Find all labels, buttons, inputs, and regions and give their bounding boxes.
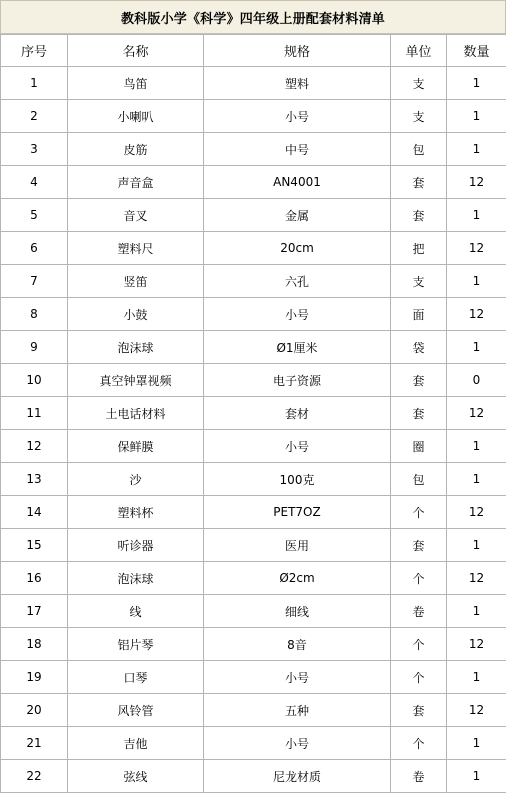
cell-unit: 套 bbox=[391, 166, 447, 199]
cell-no: 11 bbox=[1, 397, 68, 430]
cell-spec: 100克 bbox=[204, 463, 391, 496]
cell-name: 风铃管 bbox=[68, 694, 204, 727]
cell-name: 口琴 bbox=[68, 661, 204, 694]
cell-spec: 中号 bbox=[204, 133, 391, 166]
cell-spec: 六孔 bbox=[204, 265, 391, 298]
cell-qty: 12 bbox=[447, 298, 506, 331]
cell-qty: 1 bbox=[447, 133, 506, 166]
cell-no: 3 bbox=[1, 133, 68, 166]
cell-unit: 套 bbox=[391, 199, 447, 232]
header-row bbox=[1, 35, 506, 67]
cell-qty: 12 bbox=[447, 397, 506, 430]
table-row bbox=[1, 166, 506, 199]
cell-unit: 个 bbox=[391, 727, 447, 760]
cell-unit: 个 bbox=[391, 562, 447, 595]
table-row bbox=[1, 67, 506, 100]
cell-spec: 8音 bbox=[204, 628, 391, 661]
cell-spec: Ø1厘米 bbox=[204, 331, 391, 364]
cell-no: 7 bbox=[1, 265, 68, 298]
cell-no: 17 bbox=[1, 595, 68, 628]
table-row bbox=[1, 496, 506, 529]
cell-name: 保鲜膜 bbox=[68, 430, 204, 463]
cell-unit: 卷 bbox=[391, 760, 447, 793]
table-row bbox=[1, 595, 506, 628]
cell-no: 18 bbox=[1, 628, 68, 661]
cell-spec: 小号 bbox=[204, 100, 391, 133]
cell-no: 21 bbox=[1, 727, 68, 760]
cell-spec: 金属 bbox=[204, 199, 391, 232]
cell-unit: 面 bbox=[391, 298, 447, 331]
cell-no: 13 bbox=[1, 463, 68, 496]
cell-name: 沙 bbox=[68, 463, 204, 496]
cell-qty: 12 bbox=[447, 694, 506, 727]
cell-unit: 包 bbox=[391, 463, 447, 496]
cell-qty: 12 bbox=[447, 166, 506, 199]
cell-unit: 个 bbox=[391, 496, 447, 529]
cell-spec: 小号 bbox=[204, 727, 391, 760]
cell-qty: 1 bbox=[447, 430, 506, 463]
table-body bbox=[1, 67, 506, 793]
cell-no: 2 bbox=[1, 100, 68, 133]
cell-name: 皮筋 bbox=[68, 133, 204, 166]
table-row bbox=[1, 430, 506, 463]
cell-qty: 1 bbox=[447, 760, 506, 793]
cell-name: 听诊器 bbox=[68, 529, 204, 562]
cell-no: 20 bbox=[1, 694, 68, 727]
table-title: 教科版小学《科学》四年级上册配套材料清单 bbox=[0, 0, 506, 34]
cell-spec: AN4001 bbox=[204, 166, 391, 199]
cell-qty: 1 bbox=[447, 199, 506, 232]
cell-qty: 1 bbox=[447, 661, 506, 694]
cell-no: 10 bbox=[1, 364, 68, 397]
table-row bbox=[1, 727, 506, 760]
cell-name: 弦线 bbox=[68, 760, 204, 793]
cell-qty: 1 bbox=[447, 727, 506, 760]
materials-table bbox=[0, 34, 506, 793]
cell-unit: 套 bbox=[391, 397, 447, 430]
cell-unit: 包 bbox=[391, 133, 447, 166]
table-row bbox=[1, 298, 506, 331]
column-header-qty: 数量 bbox=[447, 35, 506, 67]
cell-qty: 12 bbox=[447, 232, 506, 265]
cell-no: 15 bbox=[1, 529, 68, 562]
table-row bbox=[1, 397, 506, 430]
cell-name: 泡沫球 bbox=[68, 562, 204, 595]
cell-qty: 1 bbox=[447, 463, 506, 496]
cell-no: 8 bbox=[1, 298, 68, 331]
table-row bbox=[1, 199, 506, 232]
cell-name: 真空钟罩视频 bbox=[68, 364, 204, 397]
table-row bbox=[1, 628, 506, 661]
cell-no: 14 bbox=[1, 496, 68, 529]
cell-no: 6 bbox=[1, 232, 68, 265]
cell-spec: 五种 bbox=[204, 694, 391, 727]
cell-qty: 1 bbox=[447, 595, 506, 628]
cell-qty: 1 bbox=[447, 265, 506, 298]
table-row bbox=[1, 661, 506, 694]
cell-name: 竖笛 bbox=[68, 265, 204, 298]
cell-name: 鸟笛 bbox=[68, 67, 204, 100]
table-row bbox=[1, 232, 506, 265]
table-row bbox=[1, 100, 506, 133]
table-row bbox=[1, 364, 506, 397]
cell-spec: 塑料 bbox=[204, 67, 391, 100]
cell-spec: 小号 bbox=[204, 298, 391, 331]
cell-unit: 卷 bbox=[391, 595, 447, 628]
cell-unit: 套 bbox=[391, 529, 447, 562]
cell-qty: 12 bbox=[447, 628, 506, 661]
cell-name: 小鼓 bbox=[68, 298, 204, 331]
cell-name: 塑料杯 bbox=[68, 496, 204, 529]
cell-unit: 圈 bbox=[391, 430, 447, 463]
cell-unit: 个 bbox=[391, 628, 447, 661]
table-row bbox=[1, 760, 506, 793]
cell-qty: 1 bbox=[447, 529, 506, 562]
cell-name: 线 bbox=[68, 595, 204, 628]
cell-no: 9 bbox=[1, 331, 68, 364]
cell-unit: 套 bbox=[391, 364, 447, 397]
cell-qty: 1 bbox=[447, 67, 506, 100]
cell-qty: 1 bbox=[447, 100, 506, 133]
cell-spec: 尼龙材质 bbox=[204, 760, 391, 793]
cell-spec: 细线 bbox=[204, 595, 391, 628]
cell-unit: 支 bbox=[391, 67, 447, 100]
table-row bbox=[1, 265, 506, 298]
cell-spec: 20cm bbox=[204, 232, 391, 265]
cell-qty: 12 bbox=[447, 496, 506, 529]
cell-unit: 袋 bbox=[391, 331, 447, 364]
cell-name: 土电话材料 bbox=[68, 397, 204, 430]
table-row bbox=[1, 529, 506, 562]
cell-spec: Ø2cm bbox=[204, 562, 391, 595]
cell-qty: 1 bbox=[447, 331, 506, 364]
cell-no: 12 bbox=[1, 430, 68, 463]
cell-no: 19 bbox=[1, 661, 68, 694]
cell-qty: 12 bbox=[447, 562, 506, 595]
cell-spec: 套材 bbox=[204, 397, 391, 430]
cell-unit: 支 bbox=[391, 100, 447, 133]
cell-unit: 个 bbox=[391, 661, 447, 694]
table-row bbox=[1, 562, 506, 595]
column-header-unit: 单位 bbox=[391, 35, 447, 67]
cell-name: 铝片琴 bbox=[68, 628, 204, 661]
cell-no: 16 bbox=[1, 562, 68, 595]
table-row bbox=[1, 463, 506, 496]
table-row bbox=[1, 694, 506, 727]
column-header-spec: 规格 bbox=[204, 35, 391, 67]
cell-name: 塑料尺 bbox=[68, 232, 204, 265]
cell-unit: 套 bbox=[391, 694, 447, 727]
cell-name: 声音盒 bbox=[68, 166, 204, 199]
cell-no: 1 bbox=[1, 67, 68, 100]
cell-spec: 小号 bbox=[204, 430, 391, 463]
table-row bbox=[1, 133, 506, 166]
cell-unit: 把 bbox=[391, 232, 447, 265]
cell-no: 22 bbox=[1, 760, 68, 793]
cell-name: 吉他 bbox=[68, 727, 204, 760]
cell-no: 5 bbox=[1, 199, 68, 232]
cell-name: 音叉 bbox=[68, 199, 204, 232]
column-header-name: 名称 bbox=[68, 35, 204, 67]
cell-name: 小喇叭 bbox=[68, 100, 204, 133]
table-row bbox=[1, 331, 506, 364]
cell-spec: 电子资源 bbox=[204, 364, 391, 397]
cell-unit: 支 bbox=[391, 265, 447, 298]
cell-no: 4 bbox=[1, 166, 68, 199]
cell-spec: PET7OZ bbox=[204, 496, 391, 529]
cell-name: 泡沫球 bbox=[68, 331, 204, 364]
cell-spec: 小号 bbox=[204, 661, 391, 694]
column-header-no: 序号 bbox=[1, 35, 68, 67]
cell-qty: 0 bbox=[447, 364, 506, 397]
cell-spec: 医用 bbox=[204, 529, 391, 562]
